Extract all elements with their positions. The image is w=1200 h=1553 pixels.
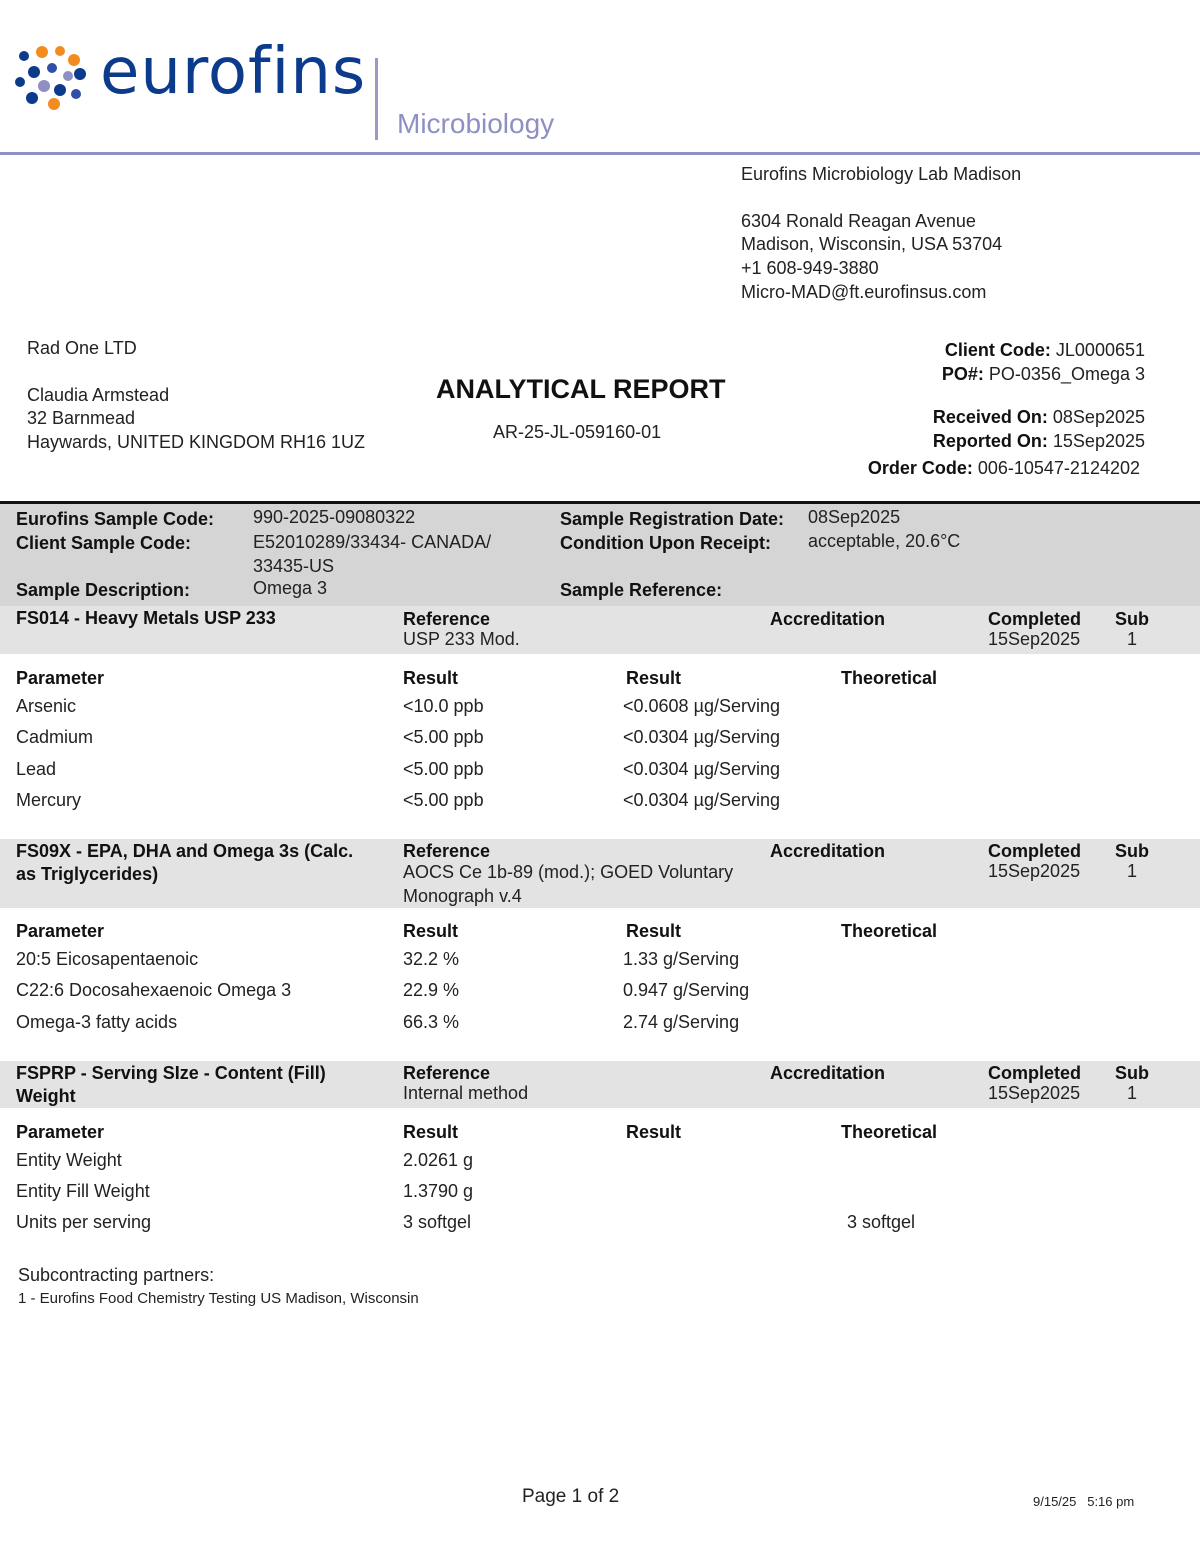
sample-reference-label: Sample Reference: — [560, 580, 723, 600]
reference-value: AOCS Ce 1b-89 (mod.); GOED Voluntary — [403, 862, 734, 882]
order-label: Order Code: — [867, 458, 973, 478]
subcontracting-title: Subcontracting partners: — [18, 1265, 215, 1285]
table-row-result: <5.00 ppb — [403, 727, 484, 747]
parameter-heading: Parameter — [16, 921, 105, 941]
division-label: Microbiology — [397, 108, 555, 139]
sub-heading: Sub — [1115, 841, 1149, 861]
client-city: Haywards, UNITED KINGDOM RH16 1UZ — [27, 432, 366, 452]
client-company: Rad One LTD — [27, 338, 137, 358]
completed-value: 15Sep2025 — [988, 629, 1081, 649]
section-title: FS09X - EPA, DHA and Omega 3s (Calc. — [16, 841, 354, 861]
condition-value: acceptable, 20.6°C — [808, 531, 961, 551]
reference-value: Internal method — [403, 1083, 529, 1103]
lab-phone: +1 608-949-3880 — [741, 258, 879, 278]
sub-value: 1 — [1127, 861, 1138, 881]
print-timestamp: 9/15/25 5:16 pm — [1033, 1494, 1135, 1509]
client-contact: Claudia Armstead — [27, 385, 170, 405]
sample-description-label: Sample Description: — [16, 580, 191, 600]
received-on — [933, 407, 1145, 428]
section-title: FSPRP - Serving SIze - Content (Fill) — [16, 1063, 326, 1083]
reference-value-line2: Monograph v.4 — [403, 886, 522, 906]
table-row-result-serving: <0.0608 µg/Serving — [623, 696, 780, 716]
subcontracting-partner: 1 - Eurofins Food Chemistry Testing US Madison, Wisconsin — [18, 1290, 419, 1307]
table-row-parameter: 20:5 Eicosapentaenoic — [16, 949, 199, 969]
completed-heading: Completed — [988, 609, 1082, 629]
client-code-value: JL0000651 — [1055, 340, 1145, 360]
received-value: 08Sep2025 — [1052, 407, 1145, 427]
completed-heading: Completed — [988, 1063, 1082, 1083]
section-title-line2: as Triglycerides) — [16, 864, 159, 884]
page-number: Page 1 of 2 — [522, 1486, 620, 1507]
po-label: PO#: — [941, 364, 984, 384]
result-heading: Result — [403, 1122, 459, 1142]
condition-label: Condition Upon Receipt: — [560, 533, 771, 553]
order-value: 006-10547-2124202 — [977, 458, 1140, 478]
received-label: Received On: — [932, 407, 1048, 427]
report-number: AR-25-JL-059160-01 — [493, 422, 662, 442]
eurofins-logo-icon — [14, 44, 94, 114]
table-row-result-serving: 1.33 g/Serving — [623, 949, 740, 969]
accreditation-heading: Accreditation — [770, 1063, 886, 1083]
table-row-result: <5.00 ppb — [403, 759, 484, 779]
result-serving-heading: Result — [626, 921, 682, 941]
table-row-result: 22.9 % — [403, 980, 460, 1000]
registration-date-label: Sample Registration Date: — [560, 509, 785, 529]
parameter-heading: Parameter — [16, 1122, 105, 1142]
table-row-parameter: Entity Fill Weight — [16, 1181, 150, 1201]
reported-on — [933, 431, 1145, 452]
parameter-heading: Parameter — [16, 668, 105, 688]
order-code — [868, 458, 1140, 479]
accreditation-heading: Accreditation — [770, 609, 886, 629]
table-row-result-serving: <0.0304 µg/Serving — [623, 759, 780, 779]
table-row-result: <5.00 ppb — [403, 790, 484, 810]
section-title: FS014 - Heavy Metals USP 233 — [16, 608, 276, 628]
table-row-parameter: Mercury — [16, 790, 82, 810]
result-heading: Result — [403, 668, 459, 688]
table-row-result: 2.0261 g — [403, 1150, 474, 1170]
table-row-parameter: Lead — [16, 759, 57, 779]
result-serving-heading: Result — [626, 668, 682, 688]
completed-heading: Completed — [988, 841, 1082, 861]
theoretical-heading: Theoretical — [841, 668, 938, 688]
table-row-result: 32.2 % — [403, 949, 460, 969]
lab-email: Micro-MAD@ft.eurofinsus.com — [741, 282, 987, 302]
completed-value: 15Sep2025 — [988, 861, 1081, 881]
reported-value: 15Sep2025 — [1052, 431, 1145, 451]
sub-heading: Sub — [1115, 609, 1149, 629]
brand-wordmark: eurofins — [100, 35, 367, 109]
table-row-result: 3 softgel — [403, 1212, 472, 1232]
client-sample-code-line2: 33435-US — [253, 556, 335, 576]
eurofins-sample-code-label: Eurofins Sample Code: — [16, 509, 215, 529]
table-row-result: 1.3790 g — [403, 1181, 474, 1201]
sub-value: 1 — [1127, 629, 1138, 649]
reference-heading: Reference — [403, 841, 491, 861]
client-code-label: Client Code: — [944, 340, 1051, 360]
table-row-parameter: Cadmium — [16, 727, 94, 747]
client-street: 32 Barnmead — [27, 408, 136, 428]
client-sample-code-line1: E52010289/33434- CANADA/ — [253, 532, 492, 552]
header-divider — [375, 58, 378, 140]
theoretical-heading: Theoretical — [841, 1122, 938, 1142]
table-row-parameter: Omega-3 fatty acids — [16, 1012, 178, 1032]
sub-heading: Sub — [1115, 1063, 1149, 1083]
result-heading: Result — [403, 921, 459, 941]
table-row-parameter: Units per serving — [16, 1212, 152, 1232]
table-row-result: <10.0 ppb — [403, 696, 484, 716]
eurofins-sample-code: 990-2025-09080322 — [253, 507, 416, 527]
po-value: PO-0356_Omega 3 — [988, 364, 1145, 384]
client-sample-code-label: Client Sample Code: — [16, 533, 192, 553]
lab-address2: Madison, Wisconsin, USA 53704 — [741, 234, 1003, 254]
client-code — [945, 340, 1145, 361]
sample-description: Omega 3 — [253, 578, 328, 598]
reference-heading: Reference — [403, 609, 491, 629]
table-row-parameter: C22:6 Docosahexaenoic Omega 3 — [16, 980, 292, 1000]
accreditation-heading: Accreditation — [770, 841, 886, 861]
section-title-line2: Weight — [16, 1086, 76, 1106]
sub-value: 1 — [1127, 1083, 1138, 1103]
table-row-result-serving: <0.0304 µg/Serving — [623, 727, 780, 747]
reference-value: USP 233 Mod. — [403, 629, 520, 649]
reference-heading: Reference — [403, 1063, 491, 1083]
theoretical-heading: Theoretical — [841, 921, 938, 941]
po-number — [942, 364, 1145, 385]
table-row-result-serving: 0.947 g/Serving — [623, 980, 750, 1000]
registration-date: 08Sep2025 — [808, 507, 901, 527]
lab-name: Eurofins Microbiology Lab Madison — [741, 164, 1022, 184]
result-serving-heading: Result — [626, 1122, 682, 1142]
report-title: ANALYTICAL REPORT — [436, 374, 726, 404]
table-row-result: 66.3 % — [403, 1012, 460, 1032]
table-row-result-serving: <0.0304 µg/Serving — [623, 790, 780, 810]
table-row-parameter: Entity Weight — [16, 1150, 122, 1170]
header-rule — [0, 152, 1200, 155]
lab-address1: 6304 Ronald Reagan Avenue — [741, 211, 976, 231]
reported-label: Reported On: — [932, 431, 1048, 451]
table-row-parameter: Arsenic — [16, 696, 77, 716]
table-row-theoretical: 3 softgel — [847, 1212, 916, 1232]
completed-value: 15Sep2025 — [988, 1083, 1081, 1103]
table-row-result-serving: 2.74 g/Serving — [623, 1012, 740, 1032]
